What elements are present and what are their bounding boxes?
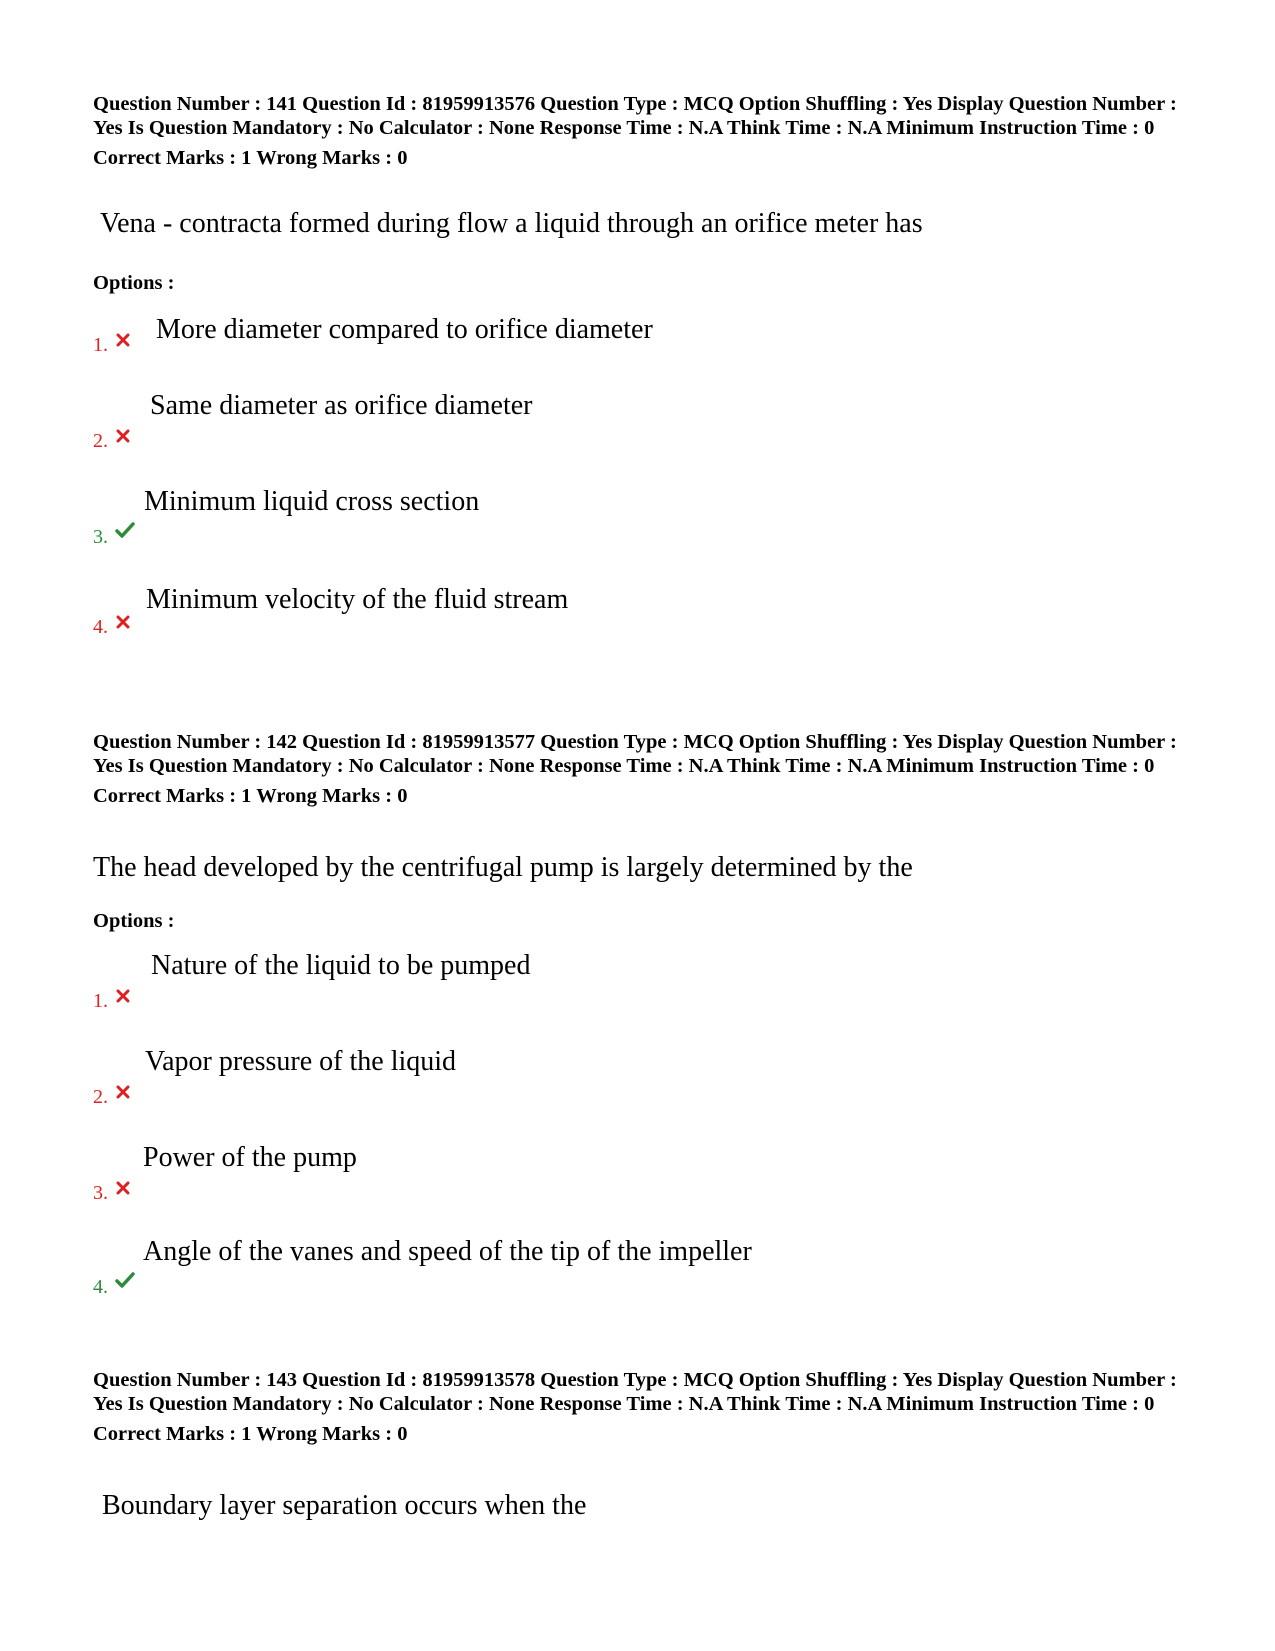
cross-icon (115, 1180, 131, 1196)
question-meta: Question Number : 142 Question Id : 81959913577 Question Type : MCQ Option Shuffling : Yes Display Question Number : Yes Is Question Mandatory : No Calculator : None Response Time : N.A Think Time : N.A Minimum Instruction Time : 0 (93, 731, 1177, 777)
option-text: Nature of the liquid to be pumped (151, 950, 531, 981)
options-label: Options : (93, 272, 175, 294)
option-number: 2. (93, 430, 108, 452)
option-text: More diameter compared to orifice diameter (156, 314, 653, 345)
option-text: Vapor pressure of the liquid (145, 1046, 457, 1077)
option-number: 3. (93, 1182, 108, 1204)
cross-icon (115, 988, 131, 1004)
option-item (93, 486, 993, 572)
option-number: 4. (93, 1276, 108, 1298)
question-stem: The head developed by the centrifugal pump is largely determined by the (93, 852, 913, 883)
question-141-header (93, 92, 1193, 170)
option-number: 1. (93, 334, 108, 356)
option-item (93, 1236, 993, 1336)
option-item (93, 314, 993, 378)
check-icon (115, 1272, 135, 1288)
option-number: 3. (93, 526, 108, 548)
option-number: 2. (93, 1086, 108, 1108)
option-item (93, 1046, 993, 1146)
check-icon (115, 522, 135, 538)
option-text: Power of the pump (143, 1142, 357, 1173)
option-number: 4. (93, 616, 108, 638)
option-item (93, 950, 993, 1050)
question-143-header (93, 1368, 1193, 1446)
question-meta: Question Number : 141 Question Id : 81959913576 Question Type : MCQ Option Shuffling : Yes Display Question Number : Yes Is Question Mandatory : No Calculator : None Response Time : N.A Think Time : N.A Minimum Instruction Time : 0 (93, 93, 1177, 139)
option-number: 1. (93, 990, 108, 1012)
question-142-header (93, 730, 1193, 808)
question-marks: Correct Marks : 1 Wrong Marks : 0 (93, 147, 408, 169)
options-label: Options : (93, 910, 175, 932)
cross-icon (115, 428, 131, 444)
option-item (93, 390, 993, 472)
option-text: Same diameter as orifice diameter (150, 390, 533, 421)
option-text: Minimum liquid cross section (144, 486, 480, 517)
cross-icon (115, 332, 131, 348)
option-item (93, 1142, 993, 1242)
option-text: Angle of the vanes and speed of the tip of the impeller (143, 1236, 752, 1267)
option-text: Minimum velocity of the fluid stream (146, 584, 569, 615)
cross-icon (115, 1084, 131, 1100)
question-marks: Correct Marks : 1 Wrong Marks : 0 (93, 785, 408, 807)
option-item (93, 584, 993, 662)
question-stem: Vena - contracta formed during flow a liquid through an orifice meter has (100, 208, 923, 239)
question-meta: Question Number : 143 Question Id : 81959913578 Question Type : MCQ Option Shuffling : Yes Display Question Number : Yes Is Question Mandatory : No Calculator : None Response Time : N.A Think Time : N.A Minimum Instruction Time : 0 (93, 1369, 1177, 1415)
question-marks: Correct Marks : 1 Wrong Marks : 0 (93, 1423, 408, 1445)
cross-icon (115, 614, 131, 630)
question-stem: Boundary layer separation occurs when the (102, 1490, 587, 1521)
